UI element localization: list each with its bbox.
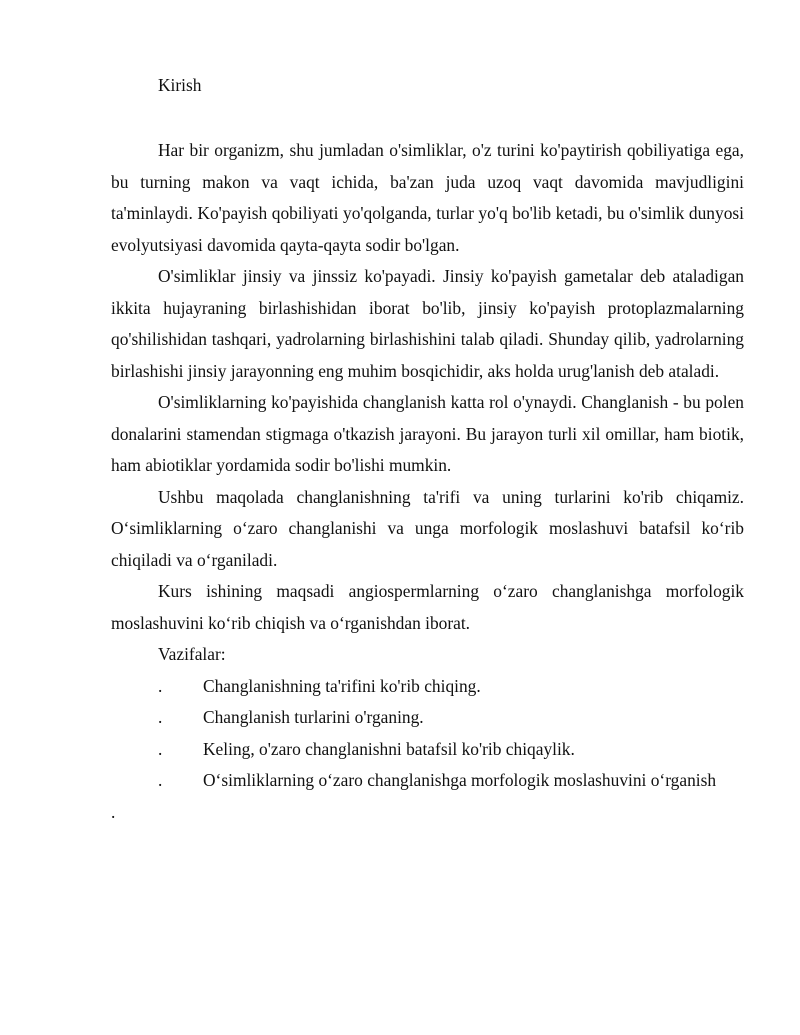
paragraph: Kurs ishining maqsadi angiospermlarning o‘zaro changlanishga morfologik moslashuvini ko‘rib chiqish va o‘rganishdan iborat.: [111, 581, 744, 633]
task-list-item: [111, 734, 744, 766]
task-text: Keling, o'zaro changlanishni batafsil ko'rib chiqaylik.: [203, 738, 575, 759]
list-bullet: .: [158, 770, 163, 790]
paragraph: Har bir organizm, shu jumladan o'simliklar, o'z turini ko'paytirish qobiliyatiga ega, bu turning makon va vaqt ichida, ba'zan juda uzoq vaqt davomida mavjudligini ta'minlaydi. Ko'payish qobiliyati yo'qolganda, turlar yo'q bo'lib ketadi, bu o'simlik dunyosi evolyutsiyasi davomida qayta-qayta sodir bo'lgan.: [111, 140, 744, 255]
list-bullet: .: [158, 738, 163, 759]
trailing-mark: .: [111, 801, 116, 822]
task-text: O‘simliklarning o‘zaro changlanishga morfologik moslashuvini o‘rganish: [203, 770, 717, 790]
list-bullet: .: [158, 675, 163, 696]
task-list-item: [111, 702, 744, 734]
task-list-item: [111, 765, 744, 797]
list-bullet: .: [158, 707, 163, 727]
task-list-item: [111, 671, 744, 703]
section-heading: Kirish: [158, 75, 202, 95]
task-text: Changlanishning ta'rifini ko'rib chiqing.: [203, 675, 481, 696]
paragraph: O'simliklar jinsiy va jinssiz ko'payadi. Jinsiy ko'payish gametalar deb ataladigan ikkita hujayraning birlashishidan iborat bo'lib, jinsiy ko'payish protoplazmalarning qo'shilishidan tashqari, yadrolarning birlashishini talab qiladi. Shunday qilib, yadrolarning birlashishi jinsiy jarayonning eng muhim bosqichidir, aks holda urug'lanish deb ataladi.: [111, 266, 744, 381]
task-text: Changlanish turlarini o'rganing.: [203, 707, 424, 727]
body-text: [111, 135, 744, 828]
paragraph: O'simliklarning ko'payishida changlanish katta rol o'ynaydi. Changlanish - bu polen donalarini stamendan stigmaga o'tkazish jarayoni. Bu jarayon turli xil omillar, ham biotik, ham abiotiklar yordamida sodir bo'lishi mumkin.: [111, 392, 744, 475]
tasks-label: Vazifalar:: [158, 644, 226, 664]
paragraph: Ushbu maqolada changlanishning ta'rifi va uning turlarini ko'rib chiqamiz. O‘simliklarning o‘zaro changlanishi va unga morfologik moslashuvi batafsil ko‘rib chiqiladi va o‘rganiladi.: [111, 486, 744, 570]
